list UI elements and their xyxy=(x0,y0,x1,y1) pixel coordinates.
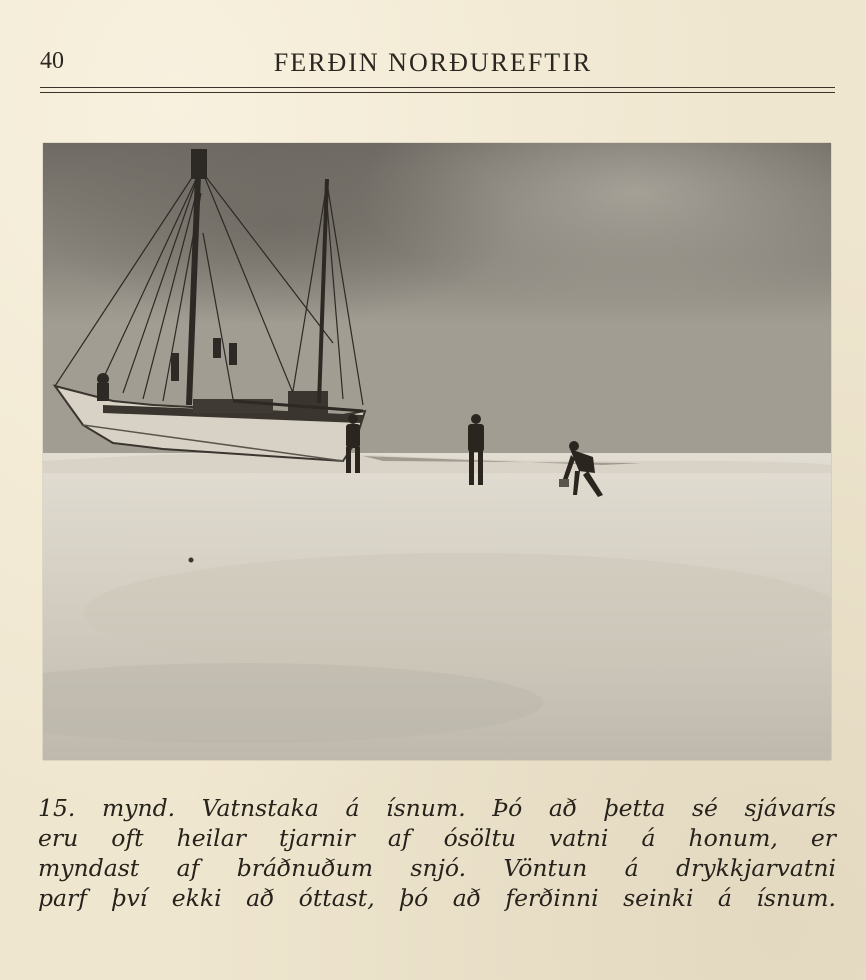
running-head: FERÐIN NORÐUREFTIR xyxy=(273,48,593,77)
figure-caption xyxy=(38,793,836,913)
header-rule-top xyxy=(40,87,835,88)
photograph-ship-on-ice xyxy=(43,143,831,760)
caption-line-1: 15. mynd. Vatnstaka á ísnum. Þó að þetta sé sjávarís xyxy=(38,794,836,822)
header-rule-bottom xyxy=(40,92,835,93)
caption-line-3: myndast af bráðnuðum snjó. Vöntun á drykkjarvatni xyxy=(38,854,836,882)
page-number: 40 xyxy=(40,48,64,74)
caption-line-2: eru oft heilar tjarnir af ósöltu vatni á honum, er xyxy=(38,824,836,852)
caption-line-4: parf því ekki að óttast, þó að ferðinni seinki á ísnum. xyxy=(38,884,836,912)
photo-illustration xyxy=(43,143,831,760)
